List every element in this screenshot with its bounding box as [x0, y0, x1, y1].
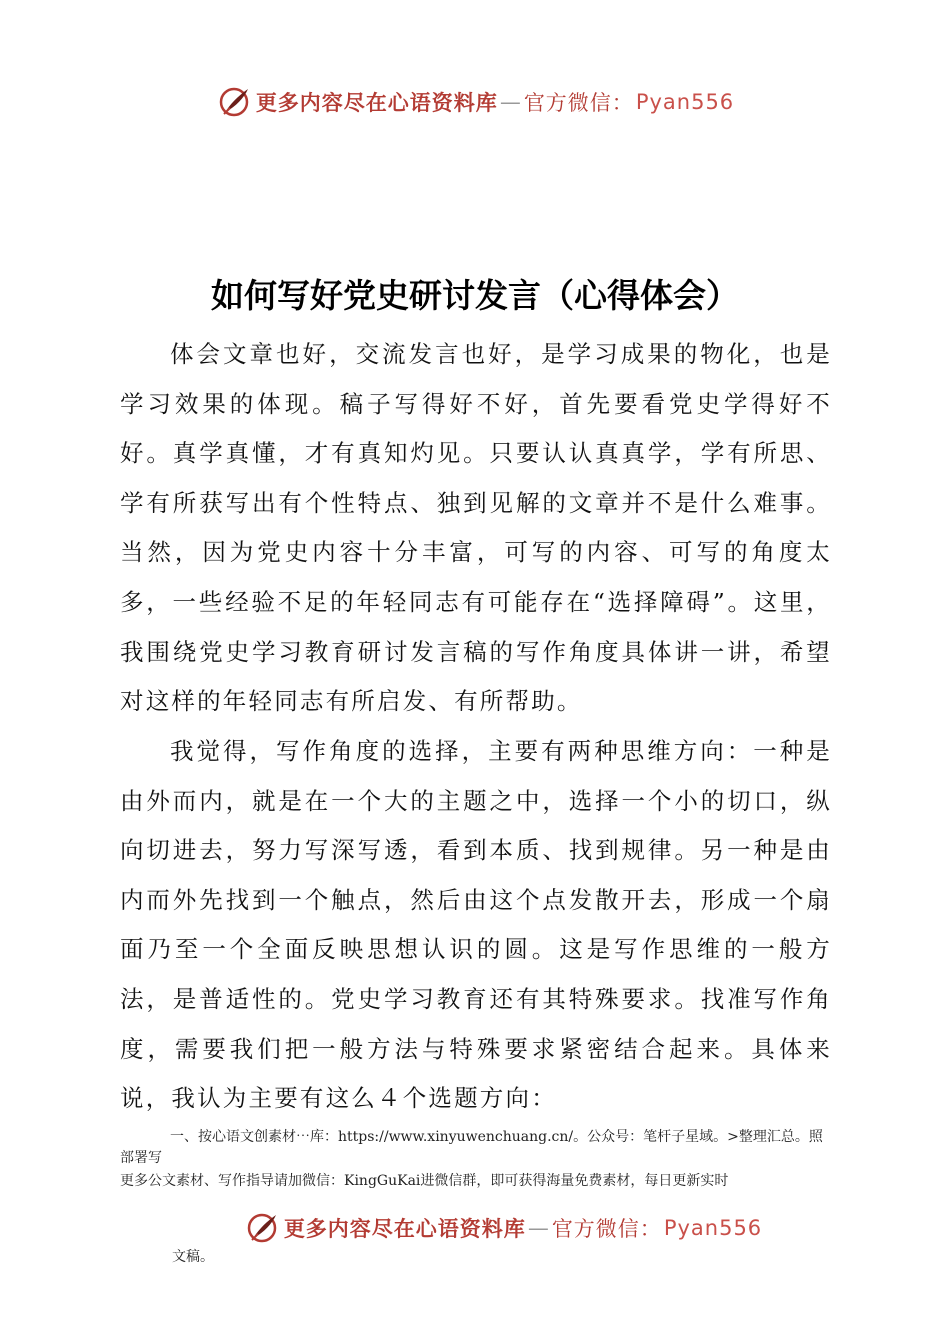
footnote-line-2: 更多公文素材、写作指导请加微信：KingGuKai进微信群，即可获得海量免费素材，每日更新实时	[120, 1173, 729, 1189]
body-paragraph-2: 我觉得，写作角度的选择，主要有两种思维方向：一种是由外而内，就是在一个大的主题之中，选择一个小的切口，纵向切进去，努力写深写透，看到本质、找到规律。另一种是由内而外先找到一个触点，然后由这个点发散开去，形成一个扇面乃至一个全面反映思想认识的圆。这是写作思维的一般方法，是普适性的。党史学习教育还有其特殊要求。找准写作角度，需要我们把一般方法与特殊要求紧密结合起来。具体来说，我认为主要有这么４个选题方向：	[120, 737, 832, 1113]
watermark-brand: 更多内容尽在心语资料库	[255, 91, 498, 115]
footnote-line-3: 文稿。	[172, 1249, 214, 1265]
feather-pen-logo-icon	[216, 84, 252, 120]
watermark-wechat-label: 官方微信：	[523, 91, 634, 115]
watermark-brand: 更多内容尽在心语资料库	[283, 1217, 526, 1241]
watermark-wechat-id: Pyan556	[663, 1216, 763, 1240]
document-title: 如何写好党史研讨发言（心得体会）	[211, 276, 739, 316]
feather-pen-logo-icon	[244, 1210, 280, 1246]
body-paragraph-1: 体会文章也好，交流发言也好，是学习成果的物化，也是学习效果的体现。稿子写得好不好，首先要看党史学得好不好。真学真懂，才有真知灼见。只要认认真真学，学有所思、学有所获写出有个性特点、独到见解的文章并不是什么难事。当然，因为党史内容十分丰富，可写的内容、可写的角度太多，一些经验不足的年轻同志有可能存在“选择障碍”。这里，我围绕党史学习教育研讨发言稿的写作角度具体讲一讲，希望对这样的年轻同志有所启发、有所帮助。	[120, 340, 832, 716]
watermark-separator: —	[527, 1216, 550, 1240]
watermark-separator: —	[499, 90, 522, 114]
footnote-line-1: 一、按心语文创素材⋯库：https://www.xinyuwenchuang.cn/。公众号：笔杆子星域。>整理汇总。照部署写	[120, 1129, 823, 1166]
watermark-wechat-label: 官方微信：	[551, 1217, 662, 1241]
watermark-header	[0, 82, 950, 122]
watermark-wechat-id: Pyan556	[635, 90, 735, 114]
watermark-footer	[28, 1208, 950, 1248]
